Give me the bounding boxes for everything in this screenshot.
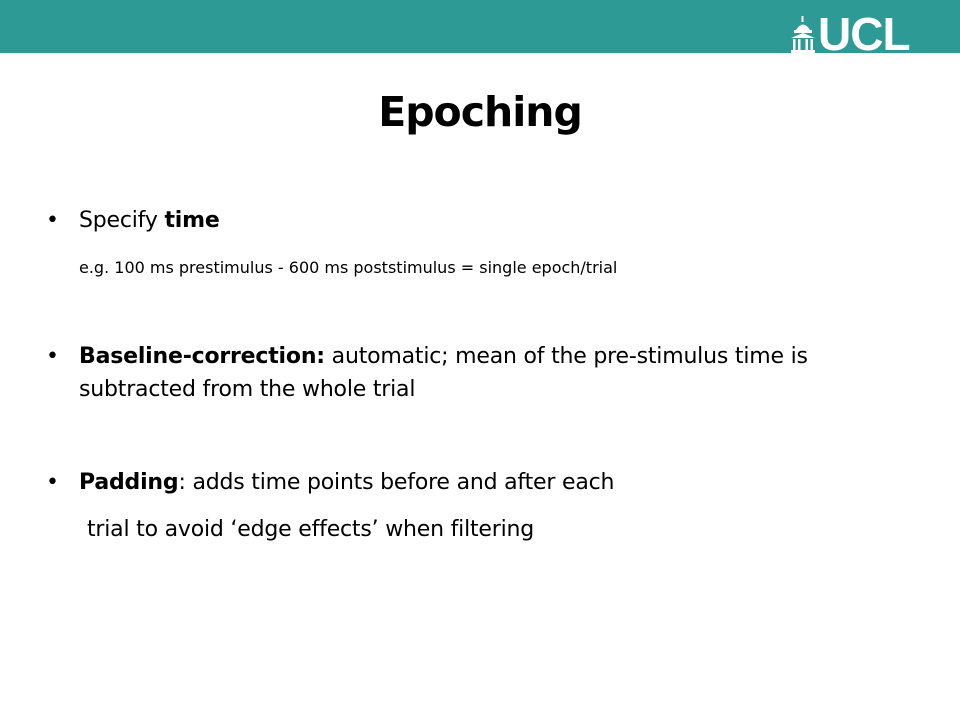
bullet-dot: • [46, 470, 59, 495]
bullet-dot: • [46, 344, 59, 369]
bullet-bold-term: time [164, 208, 220, 233]
example-line: e.g. 100 ms prestimulus - 600 ms poststimulus = single epoch/trial [79, 258, 618, 277]
padding-continuation: trial to avoid ‘edge effects’ when filtering [87, 517, 535, 542]
bullet-rest: automatic; mean of the pre-stimulus time is subtracted from the whole trial [79, 344, 808, 402]
bullet-bold-term: Baseline-correction: [79, 344, 325, 369]
bullet-dot: • [46, 208, 59, 233]
bullet-padding [46, 466, 920, 499]
bullet-text [79, 466, 920, 499]
bullet-baseline-correction [46, 340, 920, 406]
portico-dome-icon [790, 16, 816, 54]
bullet-text [79, 204, 920, 237]
bullet-prefix: Specify [79, 208, 165, 233]
slide-title: Epoching [378, 88, 582, 136]
bullet-bold-term: Padding [79, 470, 179, 495]
bullet-specify-time [46, 204, 920, 237]
bullet-text [79, 340, 920, 406]
bullet-rest: : adds time points before and after each [178, 470, 615, 495]
ucl-logo [790, 8, 910, 60]
logo-text: UCL [818, 8, 910, 60]
